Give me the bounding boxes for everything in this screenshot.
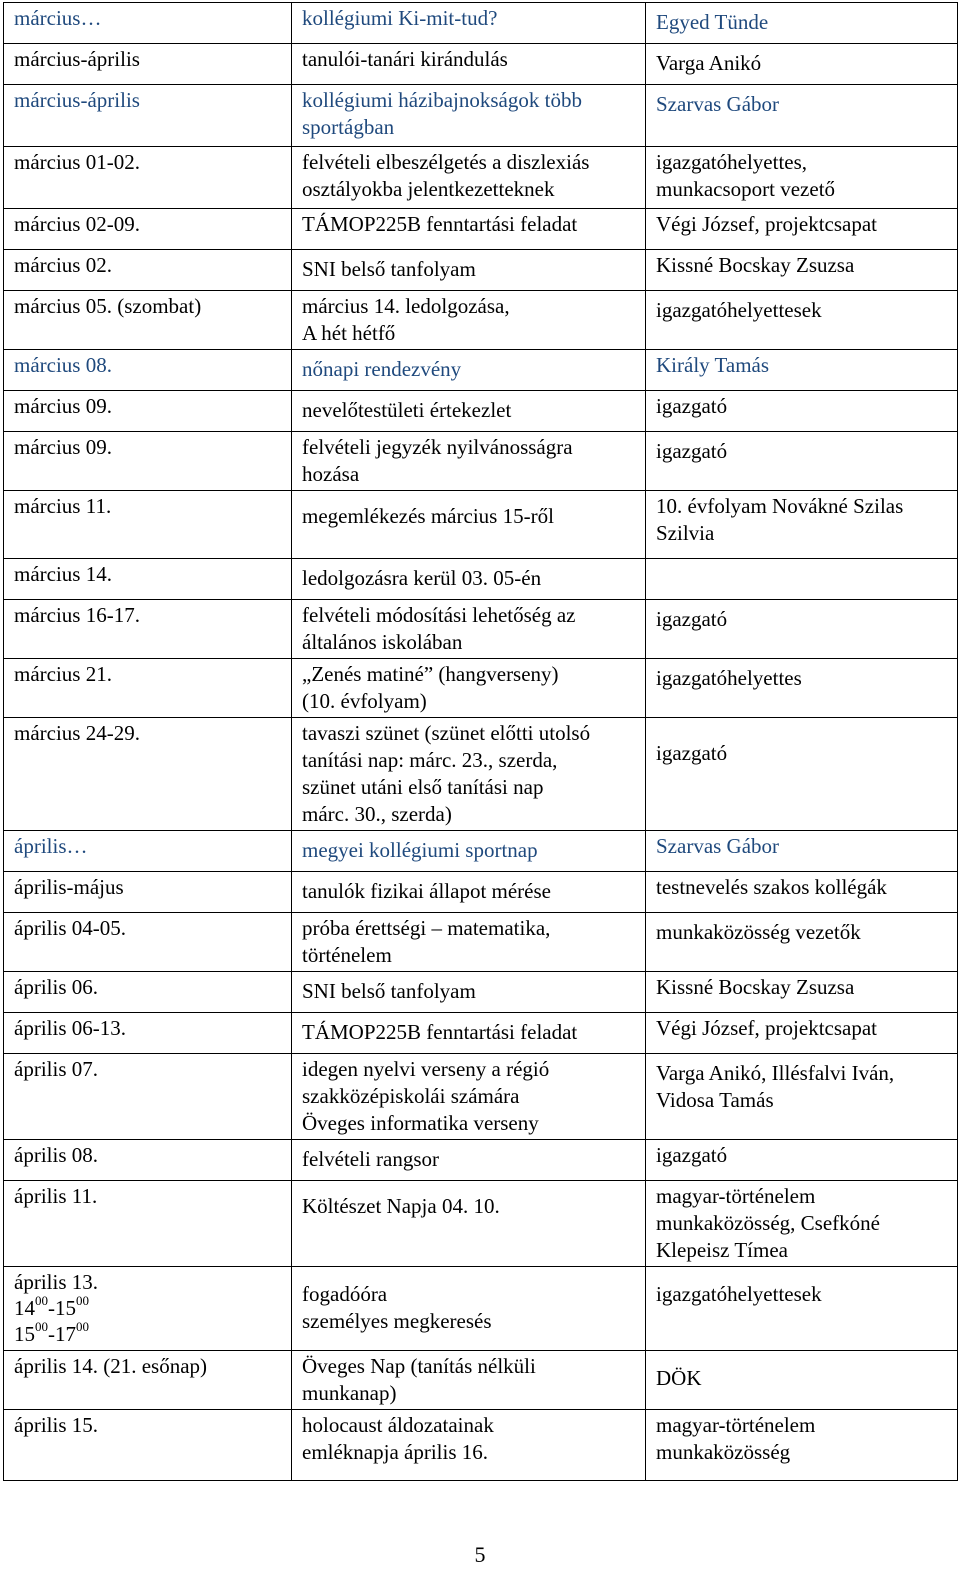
date-text: március 02-09.	[14, 212, 140, 236]
date-cell	[4, 1013, 292, 1054]
responsible-cell	[646, 250, 958, 291]
time-hours: 14	[14, 1296, 35, 1320]
time-minutes: 00	[35, 1319, 48, 1334]
event-text: TÁMOP225B fenntartási feladat	[302, 212, 578, 236]
date-text: április-május	[14, 875, 124, 899]
person-text: munkaközösség vezetők	[656, 920, 861, 944]
event-cell	[292, 147, 646, 209]
time-minutes: 00	[76, 1319, 89, 1334]
event-text: tanulói-tanári kirándulás	[302, 47, 508, 71]
responsible-cell	[646, 659, 958, 718]
person-text: Szarvas Gábor	[656, 834, 780, 858]
responsible-cell	[646, 3, 958, 44]
date-text: március-április	[14, 47, 140, 71]
responsible-cell	[646, 600, 958, 659]
schedule-row	[4, 913, 958, 972]
date-cell	[4, 1267, 292, 1351]
event-cell	[292, 972, 646, 1013]
date-cell	[4, 1140, 292, 1181]
event-cell	[292, 85, 646, 147]
person-text: igazgatóhelyettesek	[656, 298, 822, 322]
event-text: TÁMOP225B fenntartási feladat	[302, 1020, 578, 1044]
date-cell	[4, 85, 292, 147]
event-cell	[292, 1410, 646, 1481]
schedule-row	[4, 600, 958, 659]
date-text: március 05. (szombat)	[14, 294, 202, 318]
event-cell	[292, 391, 646, 432]
date-text: április 06-13.	[14, 1016, 126, 1040]
responsible-cell	[646, 291, 958, 350]
date-text: március 09.	[14, 435, 112, 459]
consultation-times	[14, 1295, 281, 1347]
schedule-row	[4, 718, 958, 831]
date-text: április…	[14, 834, 88, 858]
responsible-cell	[646, 1410, 958, 1481]
schedule-row	[4, 831, 958, 872]
responsible-cell	[646, 1181, 958, 1267]
date-text: március 02.	[14, 253, 112, 277]
event-text: felvételi jegyzék nyilvánosságra hozása	[302, 435, 573, 486]
responsible-cell	[646, 1267, 958, 1351]
schedule-row	[4, 350, 958, 391]
date-cell	[4, 3, 292, 44]
person-text: DÖK	[656, 1366, 702, 1390]
date-cell	[4, 1351, 292, 1410]
event-cell	[292, 250, 646, 291]
time-separator: -	[48, 1296, 55, 1320]
event-text: megyei kollégiumi sportnap	[302, 838, 538, 862]
responsible-cell	[646, 85, 958, 147]
person-text: igazgató	[656, 607, 728, 631]
event-cell	[292, 600, 646, 659]
schedule-row	[4, 659, 958, 718]
date-cell	[4, 559, 292, 600]
responsible-cell	[646, 972, 958, 1013]
date-text: április 04-05.	[14, 916, 126, 940]
schedule-row	[4, 559, 958, 600]
date-text: március-április	[14, 88, 140, 112]
event-text: nőnapi rendezvény	[302, 357, 462, 381]
person-text: igazgató	[656, 1143, 728, 1167]
event-text: holocaust áldozatainak emléknapja április 16.	[302, 1413, 494, 1464]
responsible-cell	[646, 913, 958, 972]
event-cell	[292, 1013, 646, 1054]
person-text: magyar-történelem munkaközösség	[656, 1413, 816, 1464]
date-text: április 14. (21. esőnap)	[14, 1354, 208, 1378]
event-cell	[292, 209, 646, 250]
event-cell	[292, 718, 646, 831]
event-text: fogadóóra személyes megkeresés	[302, 1282, 492, 1333]
date-text: március 08.	[14, 353, 112, 377]
date-text: március 11.	[14, 494, 112, 518]
person-text: Varga Anikó, Illésfalvi Iván, Vidosa Tamás	[656, 1061, 895, 1112]
date-text: március…	[14, 6, 102, 30]
responsible-cell	[646, 1013, 958, 1054]
responsible-cell	[646, 432, 958, 491]
event-cell	[292, 559, 646, 600]
date-cell	[4, 1054, 292, 1140]
date-cell	[4, 872, 292, 913]
event-text: ledolgozásra kerül 03. 05-én	[302, 566, 542, 590]
schedule-row	[4, 1410, 958, 1481]
responsible-cell	[646, 44, 958, 85]
schedule-row	[4, 250, 958, 291]
date-text: március 01-02.	[14, 150, 140, 174]
schedule-body	[4, 3, 958, 1481]
person-text: Egyed Tünde	[656, 10, 769, 34]
responsible-cell	[646, 1054, 958, 1140]
schedule-row	[4, 147, 958, 209]
responsible-cell	[646, 209, 958, 250]
event-text: Öveges Nap (tanítás nélküli munkanap)	[302, 1354, 536, 1405]
date-cell	[4, 831, 292, 872]
date-cell	[4, 1410, 292, 1481]
date-cell	[4, 391, 292, 432]
event-text: kollégiumi házibajnokságok több sportágban	[302, 88, 582, 139]
time-minutes: 00	[76, 1293, 89, 1308]
person-text: igazgatóhelyettes	[656, 666, 802, 690]
responsible-cell	[646, 391, 958, 432]
person-text: Végi József, projektcsapat	[656, 1016, 878, 1040]
date-text: március 24-29.	[14, 721, 140, 745]
person-text: 10. évfolyam Novákné Szilas Szilvia	[656, 494, 904, 545]
date-text: április 08.	[14, 1143, 98, 1167]
date-cell	[4, 659, 292, 718]
schedule-row	[4, 44, 958, 85]
event-text: SNI belső tanfolyam	[302, 257, 476, 281]
person-text: Szarvas Gábor	[656, 92, 780, 116]
event-cell	[292, 491, 646, 559]
date-text: március 09.	[14, 394, 112, 418]
date-text: március 14.	[14, 562, 112, 586]
person-text: Végi József, projektcsapat	[656, 212, 878, 236]
schedule-row	[4, 432, 958, 491]
event-text: megemlékezés március 15-ről	[302, 504, 554, 528]
date-text: április 07.	[14, 1057, 98, 1081]
event-text: felvételi módosítási lehetőség az általános iskolában	[302, 603, 576, 654]
responsible-cell	[646, 559, 958, 600]
responsible-cell	[646, 872, 958, 913]
event-cell	[292, 1351, 646, 1410]
event-cell	[292, 831, 646, 872]
schedule-row	[4, 85, 958, 147]
responsible-cell	[646, 491, 958, 559]
schedule-row	[4, 1181, 958, 1267]
schedule-row	[4, 491, 958, 559]
date-cell	[4, 350, 292, 391]
person-text: Varga Anikó	[656, 51, 762, 75]
date-cell	[4, 209, 292, 250]
date-cell	[4, 600, 292, 659]
schedule-row	[4, 209, 958, 250]
schedule-row	[4, 972, 958, 1013]
event-cell	[292, 350, 646, 391]
person-text: testnevelés szakos kollégák	[656, 875, 887, 899]
responsible-cell	[646, 831, 958, 872]
event-cell	[292, 3, 646, 44]
person-text: magyar-történelem munkaközösség, Csefkóné Klepeisz Tímea	[656, 1184, 880, 1262]
event-cell	[292, 44, 646, 85]
schedule-table	[3, 2, 958, 1481]
responsible-cell	[646, 1140, 958, 1181]
date-text: március 16-17.	[14, 603, 140, 627]
person-text: igazgató	[656, 741, 728, 765]
event-text: nevelőtestületi értekezlet	[302, 398, 512, 422]
time-range	[14, 1321, 281, 1347]
page-number: 5	[474, 1542, 486, 1567]
schedule-row	[4, 1013, 958, 1054]
event-text: „Zenés matiné” (hangverseny) (10. évfolyam)	[302, 662, 559, 713]
event-text: SNI belső tanfolyam	[302, 979, 476, 1003]
date-cell	[4, 147, 292, 209]
event-cell	[292, 1054, 646, 1140]
responsible-cell	[646, 147, 958, 209]
date-cell	[4, 291, 292, 350]
person-text: igazgató	[656, 439, 728, 463]
date-cell	[4, 1181, 292, 1267]
event-text: március 14. ledolgozása, A hét hétfő	[302, 294, 510, 345]
time-hours: 15	[55, 1296, 76, 1320]
schedule-row	[4, 391, 958, 432]
event-cell	[292, 872, 646, 913]
date-cell	[4, 44, 292, 85]
schedule-row	[4, 1351, 958, 1410]
date-text: április 06.	[14, 975, 98, 999]
time-separator: -	[48, 1322, 55, 1346]
responsible-cell	[646, 718, 958, 831]
date-text: április 13.	[14, 1270, 98, 1294]
time-hours: 17	[55, 1322, 76, 1346]
date-cell	[4, 718, 292, 831]
date-cell	[4, 250, 292, 291]
date-cell	[4, 913, 292, 972]
event-text: Költészet Napja 04. 10.	[302, 1194, 500, 1218]
time-range	[14, 1295, 281, 1321]
event-text: próba érettségi – matematika, történelem	[302, 916, 551, 967]
schedule-row	[4, 872, 958, 913]
date-text: április 11.	[14, 1184, 98, 1208]
event-text: felvételi rangsor	[302, 1147, 440, 1171]
event-cell	[292, 291, 646, 350]
event-cell	[292, 432, 646, 491]
event-cell	[292, 913, 646, 972]
schedule-row	[4, 1054, 958, 1140]
responsible-cell	[646, 350, 958, 391]
schedule-row	[4, 291, 958, 350]
person-text: igazgató	[656, 394, 728, 418]
event-text: tanulók fizikai állapot mérése	[302, 879, 551, 903]
event-cell	[292, 1181, 646, 1267]
responsible-cell	[646, 1351, 958, 1410]
date-cell	[4, 432, 292, 491]
schedule-row	[4, 3, 958, 44]
time-minutes: 00	[35, 1293, 48, 1308]
person-text: Király Tamás	[656, 353, 770, 377]
event-cell	[292, 1267, 646, 1351]
date-text: április 15.	[14, 1413, 98, 1437]
person-text: Kissné Bocskay Zsuzsa	[656, 253, 855, 277]
schedule-row	[4, 1267, 958, 1351]
event-cell	[292, 1140, 646, 1181]
schedule-row	[4, 1140, 958, 1181]
date-cell	[4, 491, 292, 559]
event-cell	[292, 659, 646, 718]
date-cell	[4, 972, 292, 1013]
person-text: igazgatóhelyettesek	[656, 1282, 822, 1306]
person-text: igazgatóhelyettes, munkacsoport vezető	[656, 150, 836, 201]
event-text: kollégiumi Ki-mit-tud?	[302, 6, 498, 30]
event-text: tavaszi szünet (szünet előtti utolsó tanítási nap: márc. 23., szerda, szünet utáni első tanítási nap márc. 30., szerda)	[302, 721, 591, 826]
event-text: idegen nyelvi verseny a régió szakközépiskolái számára Öveges informatika verseny	[302, 1057, 550, 1135]
person-text: Kissné Bocskay Zsuzsa	[656, 975, 855, 999]
time-hours: 15	[14, 1322, 35, 1346]
date-text: március 21.	[14, 662, 112, 686]
event-text: felvételi elbeszélgetés a diszlexiás osztályokba jelentkezetteknek	[302, 150, 590, 201]
